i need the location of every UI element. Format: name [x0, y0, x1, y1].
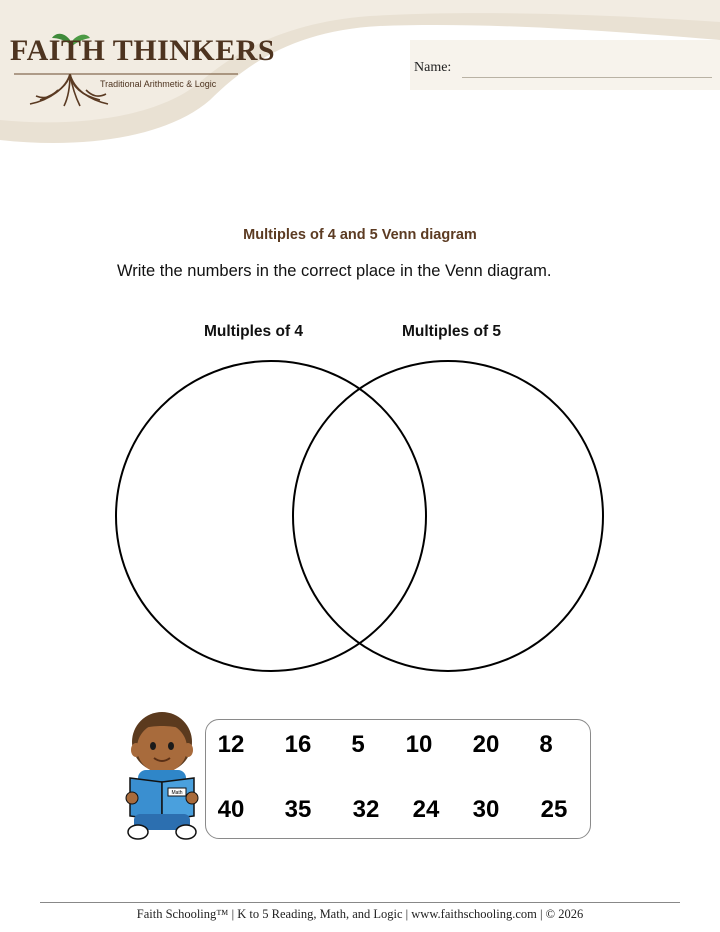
name-label: Name:	[414, 60, 452, 75]
instruction-text: Write the numbers in the correct place in the Venn diagram.	[117, 262, 552, 280]
venn-right-label: Multiples of 5	[402, 323, 502, 340]
number-item[interactable]: 35	[284, 796, 312, 823]
number-item[interactable]: 30	[472, 796, 500, 823]
logo-subtitle: Traditional Arithmetic & Logic	[100, 79, 217, 89]
worksheet-title: Multiples of 4 and 5 Venn diagram	[243, 227, 477, 243]
book-label: Math	[171, 790, 183, 796]
number-item[interactable]: 12	[217, 731, 245, 758]
number-bank	[205, 719, 591, 839]
number-item[interactable]: 24	[412, 796, 440, 823]
footer-text: Faith Schooling™ | K to 5 Reading, Math, and Logic | www.faithschooling.com | © 2026	[136, 907, 584, 921]
faith-thinkers-logo	[6, 30, 276, 110]
venn-left-label: Multiples of 4	[204, 323, 304, 340]
number-item[interactable]: 10	[405, 731, 433, 758]
venn-diagram	[100, 345, 620, 685]
logo-title: FAITH THINKERS	[10, 34, 276, 67]
number-item[interactable]: 16	[284, 731, 312, 758]
kid-reading-icon	[124, 708, 200, 842]
number-item[interactable]: 8	[539, 731, 553, 758]
number-item[interactable]: 25	[540, 796, 568, 823]
venn-right-circle[interactable]	[293, 361, 603, 671]
number-item[interactable]: 20	[472, 731, 500, 758]
number-item[interactable]: 40	[217, 796, 245, 823]
number-item[interactable]: 5	[351, 731, 365, 758]
venn-left-circle[interactable]	[116, 361, 426, 671]
number-item[interactable]: 32	[352, 796, 380, 823]
footer-divider	[40, 902, 680, 903]
name-field[interactable]	[462, 77, 712, 78]
